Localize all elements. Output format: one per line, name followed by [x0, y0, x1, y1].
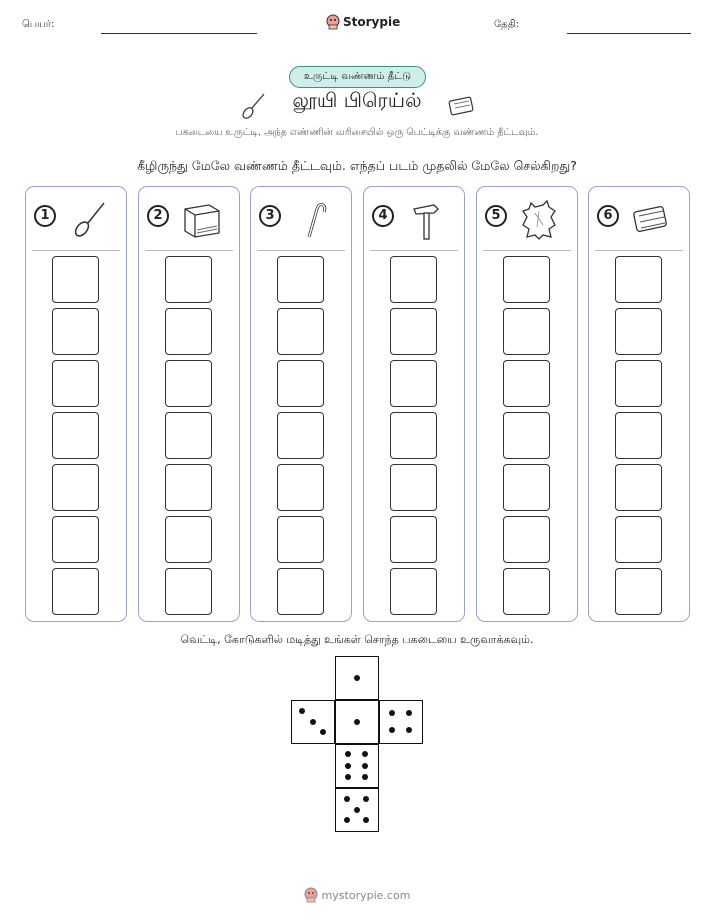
- dice-pip: [354, 807, 360, 813]
- dice-pip: [363, 817, 369, 823]
- dice-pip: [362, 763, 368, 769]
- dice-pip: [389, 727, 395, 733]
- name-line: [101, 33, 257, 34]
- cane-icon: [291, 197, 335, 241]
- dice-face-1: [335, 700, 379, 744]
- dice-pip: [345, 763, 351, 769]
- column-1: [25, 186, 127, 622]
- dice-face-6: [335, 744, 379, 788]
- dice-pip: [344, 796, 350, 802]
- dice-pip: [406, 710, 412, 716]
- color-box[interactable]: [390, 516, 437, 563]
- brand-name: Storypie: [343, 15, 401, 29]
- dice-pip: [310, 719, 316, 725]
- color-box[interactable]: [615, 256, 662, 303]
- color-box[interactable]: [52, 360, 99, 407]
- column-number: 5: [485, 205, 507, 227]
- dice-face-1: [335, 656, 379, 700]
- color-box[interactable]: [52, 464, 99, 511]
- column-number: 3: [259, 205, 281, 227]
- column-6: [588, 186, 690, 622]
- color-box[interactable]: [390, 412, 437, 459]
- book-icon: [179, 197, 223, 241]
- color-box[interactable]: [503, 464, 550, 511]
- question: கீழிருந்து மேலே வண்ணம் தீட்டவும். எந்தப் படம் முதலில் மேலே செல்கிறது?: [137, 158, 577, 173]
- dice-face-4: [379, 700, 423, 744]
- color-box[interactable]: [390, 256, 437, 303]
- dice-pip: [344, 817, 350, 823]
- color-box[interactable]: [390, 464, 437, 511]
- color-box[interactable]: [615, 308, 662, 355]
- color-box[interactable]: [390, 568, 437, 615]
- color-box[interactable]: [503, 360, 550, 407]
- braille-slate-title-icon: [447, 94, 477, 118]
- dice-pip: [345, 774, 351, 780]
- color-box[interactable]: [52, 412, 99, 459]
- color-box[interactable]: [277, 308, 324, 355]
- column-3: [250, 186, 352, 622]
- color-box[interactable]: [165, 516, 212, 563]
- dice-pip: [363, 796, 369, 802]
- dice-pip: [320, 729, 326, 735]
- page-title: லூயி பிரெய்ல்: [292, 88, 422, 112]
- color-box[interactable]: [615, 360, 662, 407]
- dice-pip: [345, 751, 351, 757]
- dice-pip: [406, 727, 412, 733]
- name-label: பெயர்:: [22, 19, 55, 30]
- color-box[interactable]: [503, 412, 550, 459]
- color-box[interactable]: [615, 516, 662, 563]
- color-box[interactable]: [503, 256, 550, 303]
- column-divider: [32, 250, 120, 251]
- color-box[interactable]: [277, 568, 324, 615]
- dice-pip: [362, 751, 368, 757]
- color-box[interactable]: [165, 256, 212, 303]
- dice-pip: [354, 675, 360, 681]
- storypie-mascot-icon: [326, 14, 340, 30]
- column-number: 4: [372, 205, 394, 227]
- column-divider: [370, 250, 458, 251]
- dice-face-5: [335, 788, 379, 832]
- column-4: [363, 186, 465, 622]
- color-box[interactable]: [503, 308, 550, 355]
- date-line: [567, 33, 691, 34]
- color-box[interactable]: [165, 568, 212, 615]
- color-box[interactable]: [52, 308, 99, 355]
- color-box[interactable]: [52, 256, 99, 303]
- color-box[interactable]: [615, 464, 662, 511]
- color-box[interactable]: [277, 516, 324, 563]
- column-divider: [145, 250, 233, 251]
- hammer-icon: [404, 197, 448, 241]
- color-box[interactable]: [390, 360, 437, 407]
- column-number: 2: [147, 205, 169, 227]
- color-box[interactable]: [615, 568, 662, 615]
- column-number: 1: [34, 205, 56, 227]
- color-box[interactable]: [277, 360, 324, 407]
- column-divider: [595, 250, 683, 251]
- color-box[interactable]: [52, 516, 99, 563]
- leather-hide-icon: [517, 197, 561, 241]
- cutout-instruction: வெட்டி, கோடுகளில் மடித்து உங்கள் சொந்த பகடையை உருவாக்கவும்.: [180, 633, 534, 646]
- color-box[interactable]: [165, 308, 212, 355]
- subtitle: பகடையை உருட்டி, அந்த எண்ணின் வரிசையில் ஒரு பெட்டிக்கு வண்ணம் தீட்டவும்.: [175, 127, 539, 138]
- dice-pip: [362, 774, 368, 780]
- color-box[interactable]: [277, 256, 324, 303]
- column-5: [476, 186, 578, 622]
- dice-pip: [299, 708, 305, 714]
- column-divider: [483, 250, 571, 251]
- color-box[interactable]: [615, 412, 662, 459]
- date-label: தேதி:: [494, 19, 520, 30]
- footer-url: mystorypie.com: [321, 888, 411, 902]
- activity-badge: உருட்டி வண்ணம் தீட்டு: [289, 66, 426, 88]
- color-box[interactable]: [503, 568, 550, 615]
- color-box[interactable]: [52, 568, 99, 615]
- color-box[interactable]: [165, 464, 212, 511]
- braille-slate-icon: [629, 197, 673, 241]
- column-divider: [257, 250, 345, 251]
- column-2: [138, 186, 240, 622]
- brand-logo: [326, 14, 400, 30]
- color-box[interactable]: [277, 464, 324, 511]
- color-box[interactable]: [390, 308, 437, 355]
- color-box[interactable]: [503, 516, 550, 563]
- color-box[interactable]: [277, 412, 324, 459]
- dice-pip: [354, 719, 360, 725]
- color-box[interactable]: [165, 360, 212, 407]
- dice-face-3: [291, 700, 335, 744]
- footer: [0, 887, 714, 903]
- storypie-mascot-icon: [304, 887, 318, 903]
- dice-pip: [389, 710, 395, 716]
- color-box[interactable]: [165, 412, 212, 459]
- column-number: 6: [597, 205, 619, 227]
- awl-icon: [66, 197, 110, 241]
